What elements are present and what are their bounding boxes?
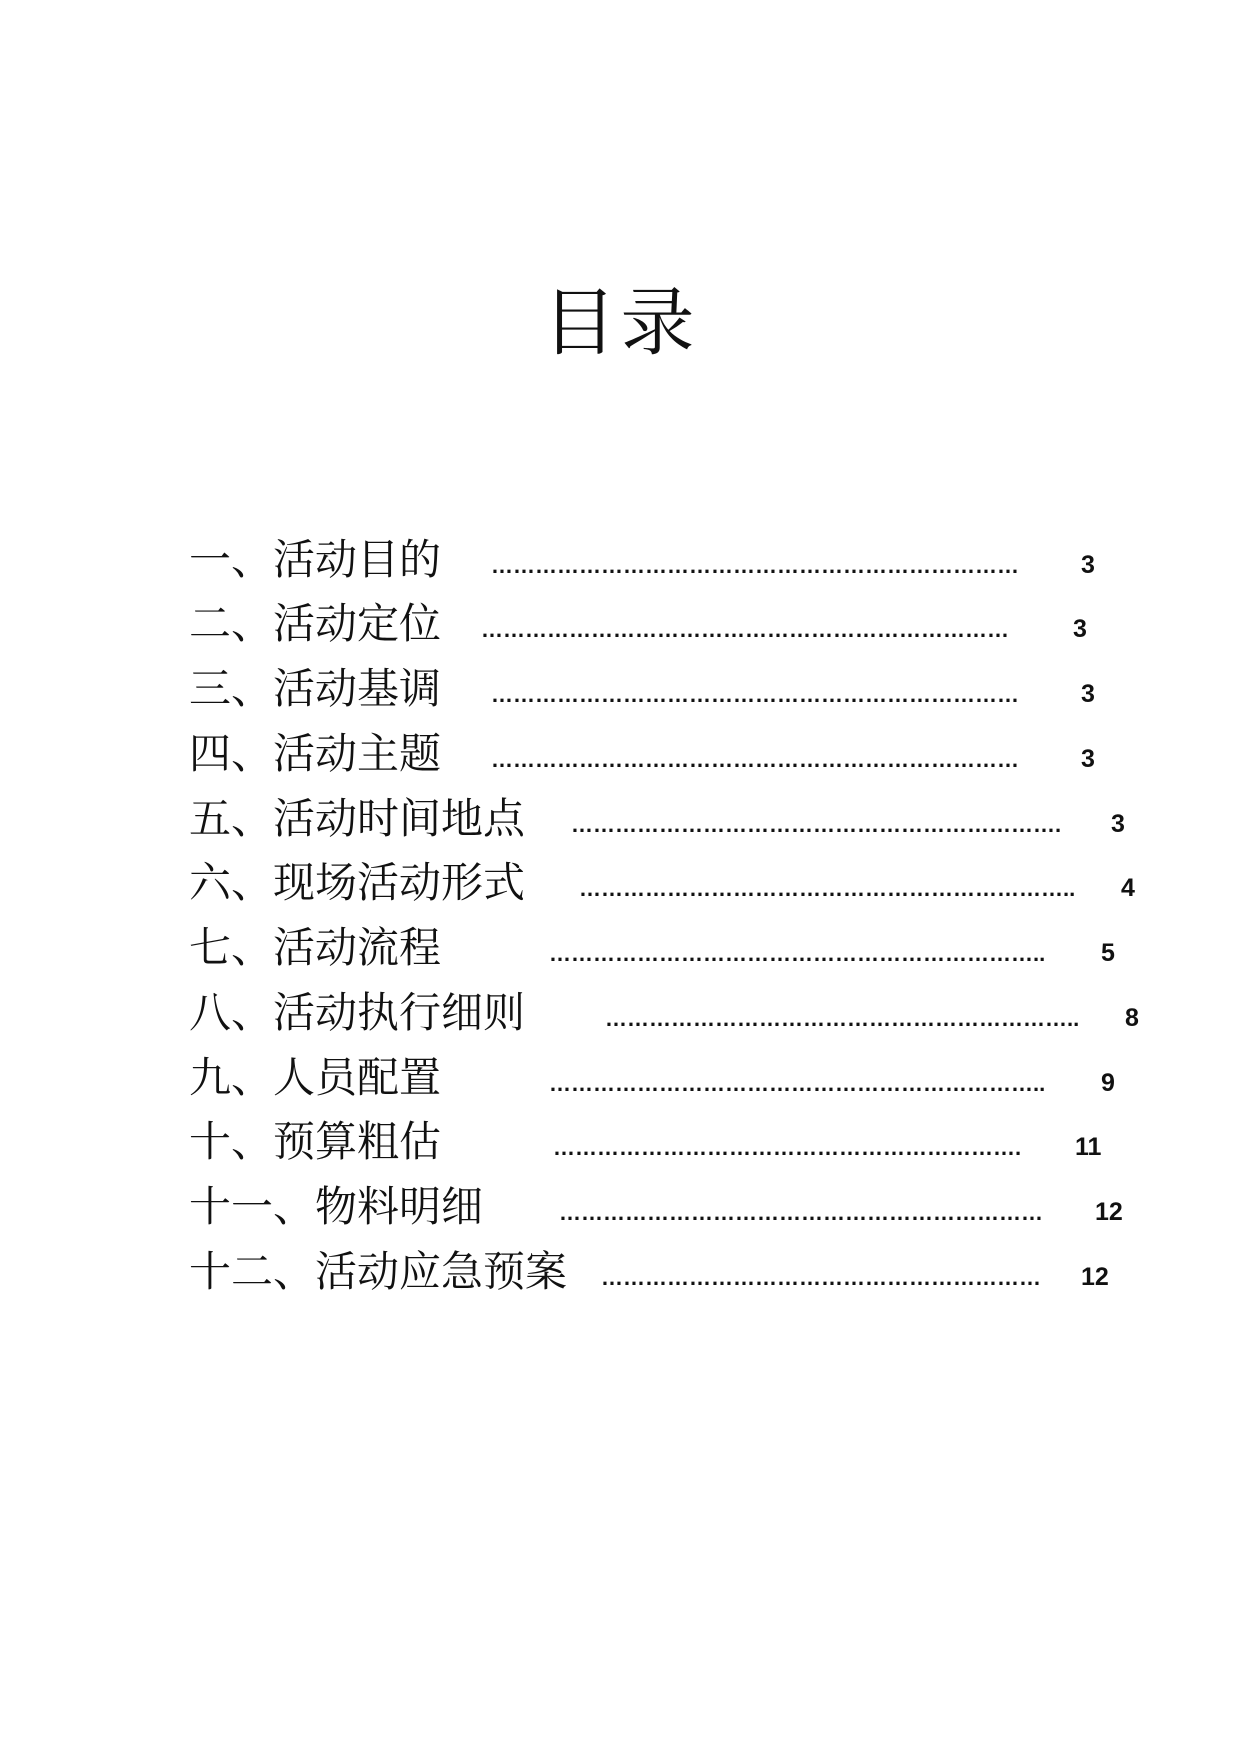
toc-entry-label: 六、现场活动形式 bbox=[189, 858, 526, 907]
toc-entry-label: 十一、物料明细 bbox=[189, 1182, 484, 1231]
toc-entry[interactable] bbox=[189, 853, 1189, 917]
toc-dot-leader: …………………………………………………… bbox=[601, 1266, 1041, 1290]
toc-entry-label: 十、预算粗估 bbox=[189, 1117, 442, 1166]
toc-entry[interactable] bbox=[189, 594, 1189, 658]
toc-entry[interactable] bbox=[189, 1177, 1189, 1241]
toc-page-number: 4 bbox=[1121, 874, 1135, 902]
toc-entry[interactable] bbox=[189, 530, 1189, 594]
toc-entry[interactable] bbox=[189, 983, 1189, 1047]
toc-dot-leader: ……………………………………………………………… bbox=[491, 554, 1019, 578]
toc-dot-leader: ………………………………………………………. bbox=[553, 1136, 1022, 1160]
toc-dot-leader: ………………………………………………………….. bbox=[549, 1072, 1046, 1096]
toc-entry-label: 九、人员配置 bbox=[189, 1053, 442, 1102]
toc-dot-leader: ………………………………………………………… bbox=[559, 1201, 1043, 1225]
toc-dot-leader: ……………………………………………………………… bbox=[491, 683, 1019, 707]
toc-dot-leader: …………………………………………………………. bbox=[571, 813, 1062, 837]
toc-entry[interactable] bbox=[189, 918, 1189, 982]
toc-page-number: 3 bbox=[1073, 615, 1087, 643]
toc-page-number: 3 bbox=[1081, 745, 1095, 773]
toc-entry[interactable] bbox=[189, 1048, 1189, 1112]
page-title: 目录 bbox=[542, 280, 699, 366]
toc-page-number: 11 bbox=[1075, 1133, 1102, 1161]
toc-dot-leader: ………………………………………………………….. bbox=[579, 877, 1076, 901]
toc-page-number: 3 bbox=[1111, 810, 1125, 838]
toc-dot-leader: ……………………………………………………………… bbox=[481, 618, 1009, 642]
toc-entry-label: 七、活动流程 bbox=[189, 923, 442, 972]
toc-page-number: 5 bbox=[1101, 939, 1115, 967]
toc-page-number: 3 bbox=[1081, 680, 1095, 708]
toc-dot-leader: ……………………………………………………….. bbox=[605, 1007, 1080, 1031]
toc-entry-label: 一、活动目的 bbox=[189, 535, 442, 584]
toc-entry-label: 八、活动执行细则 bbox=[189, 988, 526, 1037]
toc-entry-label: 三、活动基调 bbox=[189, 664, 442, 713]
toc-entry[interactable] bbox=[189, 789, 1189, 853]
toc-dot-leader: ………………………………………………………….. bbox=[549, 942, 1046, 966]
toc-page-number: 12 bbox=[1095, 1198, 1123, 1226]
toc-entry[interactable] bbox=[189, 724, 1189, 788]
toc-dot-leader: ……………………………………………………………… bbox=[491, 748, 1019, 772]
toc-entry-label: 二、活动定位 bbox=[189, 599, 442, 648]
toc-entry-label: 四、活动主题 bbox=[189, 729, 442, 778]
toc-page-number: 3 bbox=[1081, 551, 1095, 579]
toc-page-number: 8 bbox=[1125, 1004, 1139, 1032]
toc-entry[interactable] bbox=[189, 659, 1189, 723]
toc-page-number: 9 bbox=[1101, 1069, 1115, 1097]
toc-page-number: 12 bbox=[1081, 1263, 1109, 1291]
toc-entry-label: 十二、活动应急预案 bbox=[189, 1247, 568, 1296]
toc-entry[interactable] bbox=[189, 1112, 1189, 1176]
toc-entry-label: 五、活动时间地点 bbox=[189, 794, 526, 843]
toc-entry[interactable] bbox=[189, 1242, 1189, 1306]
